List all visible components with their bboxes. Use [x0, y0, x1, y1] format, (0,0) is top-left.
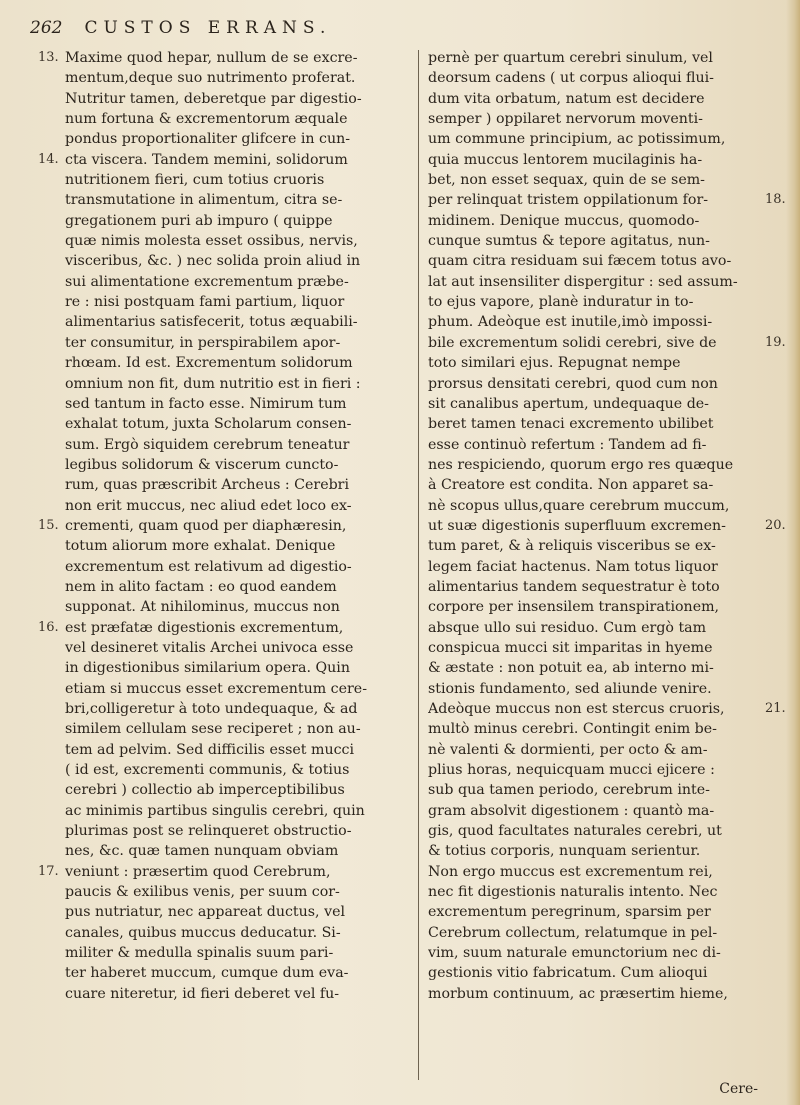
page-number: 262: [30, 18, 63, 38]
text-line: toto similari ejus. Repugnat nempe: [428, 355, 681, 372]
text-line: gregationem puri ab impuro ( quippe: [65, 212, 333, 229]
text-line: visceribus, &c. ) nec solida proin aliud in: [65, 253, 361, 270]
text-line: non erit muccus, nec aliud edet loco ex-: [65, 497, 352, 514]
text-line: ac minimis partibus singulis cerebri, quin: [65, 802, 365, 819]
text-line: quam citra residuam sui fæcem totus avo-: [428, 253, 732, 270]
text-line: Maxime quod hepar, nullum de se excre-: [65, 50, 358, 66]
text-line: in digestionibus similarium opera. Quin: [65, 660, 350, 677]
text-line: esse continuò refertum : Tandem ad fi-: [428, 436, 707, 453]
text-line: similem cellulam sese reciperet ; non au-: [65, 721, 361, 738]
text-line: lat aut insensiliter dispergitur : sed assum-: [428, 273, 738, 290]
margin-number: 16.: [38, 619, 59, 635]
text-line: gis, quod facultates naturales cerebri, ut: [428, 823, 722, 840]
text-line: ut suæ digestionis superfluum excremen-: [428, 517, 726, 534]
text-line: conspicua mucci sit imparitas in hyeme: [428, 639, 713, 656]
text-line: excrementum est relativum ad digestio-: [65, 558, 352, 575]
text-line: gram absolvit digestionem : quantò ma-: [428, 802, 715, 819]
margin-number: 14.: [38, 151, 59, 167]
text-line: to ejus vapore, planè induratur in to-: [428, 294, 694, 311]
text-line: multò minus cerebri. Contingit enim be-: [428, 721, 717, 738]
text-line: phum. Adeòque est inutile,imò impossi-: [428, 314, 713, 331]
text-line: ter consumitur, in perspirabilem apor-: [65, 334, 341, 351]
margin-number: 21.: [765, 701, 786, 717]
text-line: corpore per insensilem transpirationem,: [428, 599, 720, 616]
text-line: alimentarius satisfecerit, totus æquabili-: [65, 314, 358, 331]
text-line: deorsum cadens ( ut corpus alioqui flui-: [428, 70, 714, 87]
text-line: Non ergo muccus est excrementum rei,: [428, 863, 713, 880]
text-line: rum, quas præscribit Archeus : Cerebri: [65, 477, 349, 494]
text-line: mentum,deque suo nutrimento proferat.: [65, 70, 356, 87]
text-line: rhœam. Id est. Excrementum solidorum: [65, 355, 353, 372]
text-line: sui alimentatione excrementum præbe-: [65, 273, 349, 290]
text-line: canales, quibus muccus deducatur. Si-: [65, 924, 341, 941]
column-divider: [418, 50, 419, 1080]
margin-number: 18.: [765, 192, 786, 208]
text-line: & æstate : non potuit ea, ab interno mi-: [428, 660, 714, 677]
text-line: cerebri ) collectio ab imperceptibilibus: [65, 782, 345, 799]
margin-number: 17.: [38, 864, 59, 879]
text-line: cta viscera. Tandem memini, solidorum: [65, 151, 348, 168]
text-line: tum paret, & à reliquis visceribus se ex-: [428, 538, 716, 555]
page-header: [30, 18, 760, 44]
text-line: vel desineret vitalis Archei univoca esse: [65, 639, 354, 656]
text-line: vim, suum naturale emunctorium nec di-: [428, 945, 721, 962]
text-line: Adeòque muccus non est stercus cruoris,: [428, 701, 725, 717]
text-line: legibus solidorum & viscerum cuncto-: [65, 456, 339, 473]
text-line: pondus proportionaliter glifcere in cun-: [65, 131, 351, 148]
text-line: excrementum peregrinum, sparsim per: [428, 904, 711, 921]
text-line: transmutatione in alimentum, citra se-: [65, 192, 343, 209]
margin-number: 20.: [765, 518, 786, 534]
text-line: plurimas post se relinqueret obstructio-: [65, 823, 352, 840]
text-line: ter haberet muccum, cumque dum eva-: [65, 965, 349, 982]
text-line: Nutritur tamen, deberetque par digestio-: [65, 90, 362, 107]
text-line: absque ullo sui residuo. Cum ergò tam: [428, 619, 707, 636]
text-line: ( id est, excrementi communis, & totius: [65, 762, 350, 779]
text-line: bile excrementum solidi cerebri, sive de: [428, 334, 717, 351]
text-line: num fortuna & excrementorum æquale: [65, 111, 348, 128]
text-line: quia muccus lentorem mucilaginis ha-: [428, 151, 703, 168]
text-line: paucis & exilibus venis, per suum cor-: [65, 884, 340, 901]
text-line: veniunt : præsertim quod Cerebrum,: [65, 863, 331, 880]
text-line: & totius corporis, nunquam serientur.: [428, 843, 701, 860]
text-line: plius horas, nequicquam mucci ejicere :: [428, 762, 715, 779]
text-line: nes, &c. quæ tamen nunquam obviam: [65, 843, 339, 860]
text-line: omnium non fit, dum nutritio est in fieri :: [65, 375, 361, 392]
text-line: nè scopus ullus,quare cerebrum muccum,: [428, 497, 730, 514]
text-line: exhalat totum, juxta Scholarum consen-: [65, 416, 352, 433]
text-line: supponat. At nihilominus, muccus non: [65, 599, 340, 616]
catchword: Cere-: [719, 1081, 758, 1097]
text-line: à Creatore est condita. Non apparet sa-: [428, 477, 714, 494]
text-line: militer & medulla spinalis suum pari-: [65, 945, 334, 962]
text-line: morbum continuum, ac præsertim hieme,: [428, 985, 728, 1002]
text-line: semper ) oppilaret nervorum moventi-: [428, 111, 703, 128]
text-line: quæ nimis molesta esset ossibus, nervis,: [65, 233, 358, 250]
text-line: alimentarius tandem sequestratur è toto: [428, 578, 720, 595]
text-line: pus nutriatur, nec appareat ductus, vel: [65, 904, 346, 921]
left-column: [65, 48, 395, 1004]
page-edge: [786, 0, 800, 1105]
text-line: nes respiciendo, quorum ergo res quæque: [428, 456, 734, 473]
text-line: cuare niteretur, id fieri deberet vel fu-: [65, 985, 340, 1002]
text-line: cunque sumtus & tepore agitatus, nun-: [428, 233, 710, 250]
text-line: Cerebrum collectum, relatumque in pel-: [428, 924, 718, 941]
text-line: legem faciat hactenus. Nam totus liquor: [428, 558, 718, 575]
text-line: per relinquat tristem oppilationum for-: [428, 192, 709, 209]
text-line: tem ad pelvim. Sed difficilis esset mucci: [65, 741, 355, 758]
text-line: re : nisi postquam fami partium, liquor: [65, 294, 345, 311]
text-line: est præfatæ digestionis excrementum,: [65, 619, 344, 636]
text-line: sub qua tamen periodo, cerebrum inte-: [428, 782, 710, 799]
text-line: midinem. Denique muccus, quomodo-: [428, 212, 700, 229]
text-line: bet, non esset sequax, quin de se sem-: [428, 172, 705, 189]
text-line: totum aliorum more exhalat. Denique: [65, 538, 336, 555]
margin-number: 15.: [38, 518, 59, 534]
text-line: sit canalibus apertum, undequaque de-: [428, 395, 709, 412]
text-line: pernè per quartum cerebri sinulum, vel: [428, 50, 713, 66]
text-line: sed tantum in facto esse. Nimirum tum: [65, 395, 347, 412]
text-line: beret tamen tenaci excremento ubilibet: [428, 416, 714, 433]
margin-number: 19.: [765, 334, 786, 350]
text-line: sum. Ergò siquidem cerebrum teneatur: [65, 436, 350, 453]
text-line: nec fit digestionis naturalis intento. Nec: [428, 884, 718, 901]
text-line: crementi, quam quod per diaphæresin,: [65, 517, 347, 534]
text-line: stionis fundamento, sed aliunde venire.: [428, 680, 712, 697]
text-line: bri,colligeretur à toto undequaque, & ad: [65, 701, 358, 717]
text-line: dum vita orbatum, natum est decidere: [428, 90, 705, 107]
margin-number: 13.: [38, 50, 59, 65]
text-line: um commune principium, ac potissimum,: [428, 131, 726, 148]
text-line: etiam si muccus esset excrementum cere-: [65, 680, 367, 697]
text-line: gestionis vitio fabricatum. Cum alioqui: [428, 965, 708, 982]
text-line: nè valenti & dormienti, per octo & am-: [428, 741, 708, 758]
text-line: nutritionem fieri, cum totius cruoris: [65, 172, 325, 189]
running-title: CUSTOS ERRANS.: [84, 18, 332, 38]
text-line: nem in alito factam : eo quod eandem: [65, 578, 337, 595]
right-column: [428, 48, 761, 1004]
text-line: prorsus densitati cerebri, quod cum non: [428, 375, 718, 392]
